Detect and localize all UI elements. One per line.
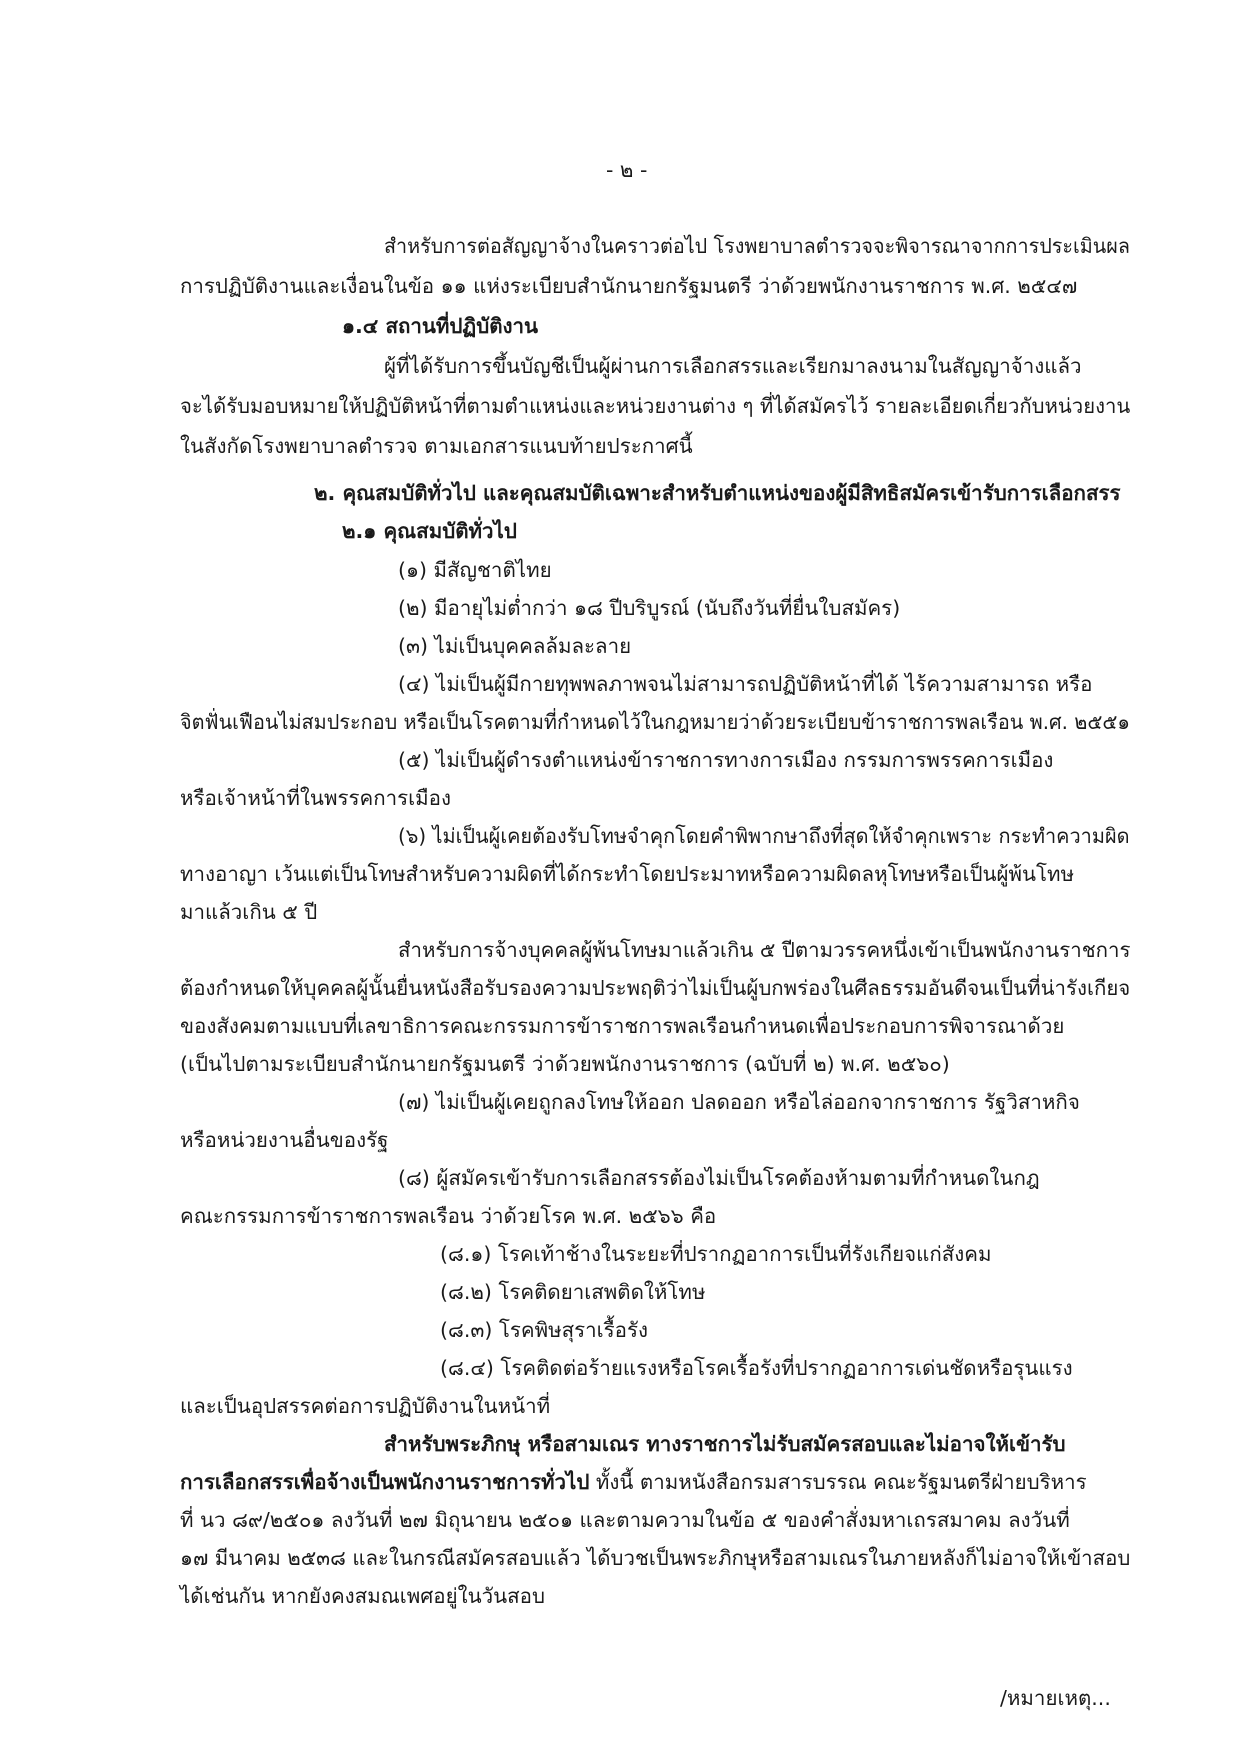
section-1-4-line-2: จะได้รับมอบหมายให้ปฏิบัติหน้าที่ตามตำแหน่งและหน่วยงานต่าง ๆ ที่ได้สมัครไว้ รายละเอียดเกี่ยวกับหน่วยงาน	[180, 394, 1131, 418]
list-item: (๓) ไม่เป็นบุคคลล้มละลาย	[398, 634, 632, 658]
section-1-4-line-3: ในสังกัดโรงพยาบาลตำรวจ ตามเอกสารแนบท้ายประกาศนี้	[180, 434, 693, 458]
list-item-continued: มาแล้วเกิน ๕ ปี	[180, 900, 318, 924]
monk-note-bold-line-2: การเลือกสรรเพื่อจ้างเป็นพนักงานราชการทั่วไป	[180, 1470, 590, 1494]
paragraph-line: (เป็นไปตามระเบียบสำนักนายกรัฐมนตรี ว่าด้วยพนักงานราชการ (ฉบับที่ ๒) พ.ศ. ๒๕๖๐)	[180, 1052, 950, 1076]
section-1-4-line-1: ผู้ที่ได้รับการขึ้นบัญชีเป็นผู้ผ่านการเลือกสรรและเรียกมาลงนามในสัญญาจ้างแล้ว	[384, 354, 1082, 378]
list-item: (๗) ไม่เป็นผู้เคยถูกลงโทษให้ออก ปลดออก หรือไล่ออกจากราชการ รัฐวิสาหกิจ	[398, 1090, 1080, 1114]
monk-note-bold-line-1: สำหรับพระภิกษุ หรือสามเณร ทางราชการไม่รับสมัครสอบและไม่อาจให้เข้ารับ	[384, 1432, 1066, 1456]
sub-list-item-continued: และเป็นอุปสรรคต่อการปฏิบัติงานในหน้าที่	[180, 1394, 551, 1418]
section-2-heading: ๒. คุณสมบัติทั่วไป และคุณสมบัติเฉพาะสำหรับตำแหน่งของผู้มีสิทธิสมัครเข้ารับการเลือกสรร	[314, 481, 1121, 505]
list-item: (๖) ไม่เป็นผู้เคยต้องรับโทษจำคุกโดยคำพิพากษาถึงที่สุดให้จำคุกเพราะ กระทำความผิด	[398, 824, 1130, 848]
list-item-continued: หรือเจ้าหน้าที่ในพรรคการเมือง	[180, 786, 451, 810]
sub-list-item: (๘.๓) โรคพิษสุราเรื้อรัง	[440, 1318, 649, 1342]
list-item: (๕) ไม่เป็นผู้ดำรงตำแหน่งข้าราชการทางการเมือง กรรมการพรรคการเมือง	[398, 748, 1054, 772]
continuation-marker: /หมายเหตุ...	[1000, 1686, 1111, 1710]
list-item-continued: ทางอาญา เว้นแต่เป็นโทษสำหรับความผิดที่ได้กระทำโดยประมาทหรือความผิดลหุโทษหรือเป็นผู้พ้นโทษ	[180, 862, 1075, 886]
intro-line-2: การปฏิบัติงานและเงื่อนในข้อ ๑๑ แห่งระเบียบสำนักนายกรัฐมนตรี ว่าด้วยพนักงานราชการ พ.ศ. ๒๕๔๗	[180, 274, 1078, 298]
list-item: (๔) ไม่เป็นผู้มีกายทุพพลภาพจนไม่สามารถปฏิบัติหน้าที่ได้ ไร้ความสามารถ หรือ	[398, 672, 1093, 696]
monk-note-line-3: ที่ นว ๘๙/๒๕๐๑ ลงวันที่ ๒๗ มิถุนายน ๒๕๐๑ และตามความในข้อ ๕ ของคำสั่งมหาเถรสมาคม ลงวันที่	[180, 1508, 1070, 1532]
section-2-1-heading: ๒.๑ คุณสมบัติทั่วไป	[342, 519, 517, 543]
paragraph-line: ของสังคมตามแบบที่เลขาธิการคณะกรรมการข้าราชการพลเรือนกำหนดเพื่อประกอบการพิจารณาด้วย	[180, 1014, 1065, 1038]
intro-line-1: สำหรับการต่อสัญญาจ้างในคราวต่อไป โรงพยาบาลตำรวจจะพิจารณาจากการประเมินผล	[384, 234, 1130, 258]
list-item-continued: คณะกรรมการข้าราชการพลเรือน ว่าด้วยโรค พ.ศ. ๒๕๖๖ คือ	[180, 1204, 717, 1228]
list-item-continued: หรือหน่วยงานอื่นของรัฐ	[180, 1128, 389, 1152]
sub-list-item: (๘.๔) โรคติดต่อร้ายแรงหรือโรคเรื้อรังที่ปรากฏอาการเด่นชัดหรือรุนแรง	[440, 1356, 1073, 1380]
list-item-continued: จิตฟั่นเฟือนไม่สมประกอบ หรือเป็นโรคตามที่กำหนดไว้ในกฎหมายว่าด้วยระเบียบข้าราชการพลเรือน พ.ศ. ๒๕๕๑	[180, 710, 1131, 734]
list-item: (๒) มีอายุไม่ต่ำกว่า ๑๘ ปีบริบูรณ์ (นับถึงวันที่ยื่นใบสมัคร)	[398, 596, 901, 620]
monk-note-line-2	[180, 1472, 1087, 1493]
paragraph-line: ต้องกำหนดให้บุคคลผู้นั้นยื่นหนังสือรับรองความประพฤติว่าไม่เป็นผู้บกพร่องในศีลธรรมอันดีจนเป็นที่น่ารังเกียจ	[180, 976, 1131, 1000]
sub-list-item: (๘.๑) โรคเท้าช้างในระยะที่ปรากฏอาการเป็นที่รังเกียจแก่สังคม	[440, 1242, 992, 1266]
list-item: (๘) ผู้สมัครเข้ารับการเลือกสรรต้องไม่เป็นโรคต้องห้ามตามที่กำหนดในกฎ	[398, 1166, 1040, 1190]
list-item: (๑) มีสัญชาติไทย	[398, 558, 552, 582]
sub-list-item: (๘.๒) โรคติดยาเสพติดให้โทษ	[440, 1280, 706, 1304]
monk-note-line-5: ได้เช่นกัน หากยังคงสมณเพศอยู่ในวันสอบ	[180, 1584, 545, 1608]
page-number: - ๒ -	[606, 158, 648, 182]
monk-note-line-2-rest: ทั้งนี้ ตามหนังสือกรมสารบรรณ คณะรัฐมนตรีฝ่ายบริหาร	[589, 1470, 1087, 1494]
section-1-4-heading: ๑.๔ สถานที่ปฏิบัติงาน	[342, 314, 539, 338]
paragraph-line: สำหรับการจ้างบุคคลผู้พ้นโทษมาแล้วเกิน ๕ ปีตามวรรคหนึ่งเข้าเป็นพนักงานราชการ	[398, 938, 1131, 962]
monk-note-line-4: ๑๗ มีนาคม ๒๕๓๘ และในกรณีสมัครสอบแล้ว ได้บวชเป็นพระภิกษุหรือสามเณรในภายหลังก็ไม่อาจให้เข้าสอบ	[180, 1546, 1131, 1570]
